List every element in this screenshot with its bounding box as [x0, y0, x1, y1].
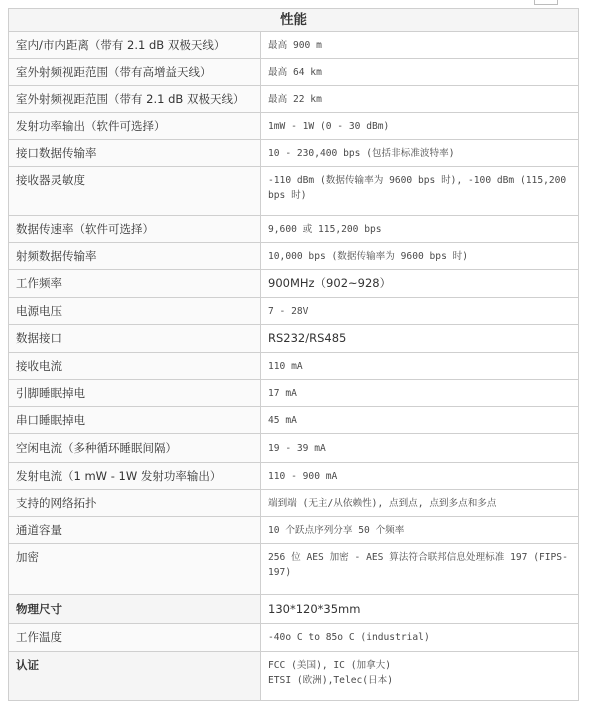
row-value: 10,000 bps (数据传输率为 9600 bps 时): [261, 243, 579, 270]
row-label: 数据接口: [9, 325, 261, 353]
table-row: [9, 407, 579, 434]
table-row: [9, 325, 579, 353]
table-row: [9, 216, 579, 243]
row-label: 接口数据传输率: [9, 140, 261, 167]
row-label: 射频数据传输率: [9, 243, 261, 270]
table-row: [9, 353, 579, 380]
row-label: 引脚睡眠掉电: [9, 380, 261, 407]
row-value: 最高 64 km: [261, 59, 579, 86]
table-row: [9, 113, 579, 140]
row-value: 9,600 或 115,200 bps: [261, 216, 579, 243]
row-value: 110 mA: [261, 353, 579, 380]
table-row: [9, 544, 579, 595]
table-row: [9, 380, 579, 407]
row-value: 1mW - 1W (0 - 30 dBm): [261, 113, 579, 140]
row-value: 130*120*35mm: [261, 595, 579, 624]
row-label: 接收电流: [9, 353, 261, 380]
certification-line: FCC (美国), IC (加拿大): [268, 660, 392, 671]
row-value: RS232/RS485: [261, 325, 579, 353]
table-row: [9, 243, 579, 270]
row-value: 端到端 (无主/从依赖性), 点到点, 点到多点和多点: [261, 490, 579, 517]
row-label: 支持的网络拓扑: [9, 490, 261, 517]
row-value: -40o C to 85o C (industrial): [261, 624, 579, 652]
table-row: [9, 434, 579, 463]
row-value: 7 - 28V: [261, 298, 579, 325]
table-row: [9, 32, 579, 59]
table-header: 性能: [9, 9, 579, 32]
table-row: [9, 463, 579, 490]
top-tab-decoration: [534, 0, 558, 5]
performance-spec-table: [8, 8, 579, 701]
row-label: 接收器灵敏度: [9, 167, 261, 216]
row-label: 串口睡眠掉电: [9, 407, 261, 434]
table-row: [9, 624, 579, 652]
table-row: [9, 140, 579, 167]
row-value: 10 个跃点序列分享 50 个频率: [261, 517, 579, 544]
row-value: [261, 652, 579, 701]
row-label: 室外射频视距范围（带有高增益天线）: [9, 59, 261, 86]
row-label: 发射电流（1 mW - 1W 发射功率输出）: [9, 463, 261, 490]
row-value: 110 - 900 mA: [261, 463, 579, 490]
table-row: [9, 270, 579, 298]
row-label: 认证: [9, 652, 261, 701]
table-row: [9, 652, 579, 701]
row-value: 45 mA: [261, 407, 579, 434]
table-row: [9, 298, 579, 325]
row-value: 最高 900 m: [261, 32, 579, 59]
row-label: 室内/市内距离（带有 2.1 dB 双极天线）: [9, 32, 261, 59]
row-value: -110 dBm (数据传输率为 9600 bps 时), -100 dBm (115,200 bps 时): [261, 167, 579, 216]
row-value: 256 位 AES 加密 - AES 算法符合联邦信息处理标准 197 (FIPS-197): [261, 544, 579, 595]
table-row: [9, 595, 579, 624]
table-header-row: [9, 9, 579, 32]
row-value: 19 - 39 mA: [261, 434, 579, 463]
table-row: [9, 167, 579, 216]
row-label: 电源电压: [9, 298, 261, 325]
row-value: 最高 22 km: [261, 86, 579, 113]
row-label: 发射功率输出（软件可选择）: [9, 113, 261, 140]
table-row: [9, 490, 579, 517]
row-label: 数据传速率（软件可选择）: [9, 216, 261, 243]
table-row: [9, 59, 579, 86]
table-row: [9, 517, 579, 544]
row-label: 工作频率: [9, 270, 261, 298]
row-value: 17 mA: [261, 380, 579, 407]
row-label: 物理尺寸: [9, 595, 261, 624]
row-label: 加密: [9, 544, 261, 595]
row-label: 通道容量: [9, 517, 261, 544]
table-row: [9, 86, 579, 113]
row-label: 空闲电流（多种循环睡眠间隔）: [9, 434, 261, 463]
row-value: 10 - 230,400 bps (包括非标准波特率): [261, 140, 579, 167]
row-label: 室外射频视距范围（带有 2.1 dB 双极天线）: [9, 86, 261, 113]
row-label: 工作温度: [9, 624, 261, 652]
row-value: 900MHz（902~928）: [261, 270, 579, 298]
certification-line: ETSI (欧洲),Telec(日本): [268, 675, 394, 686]
